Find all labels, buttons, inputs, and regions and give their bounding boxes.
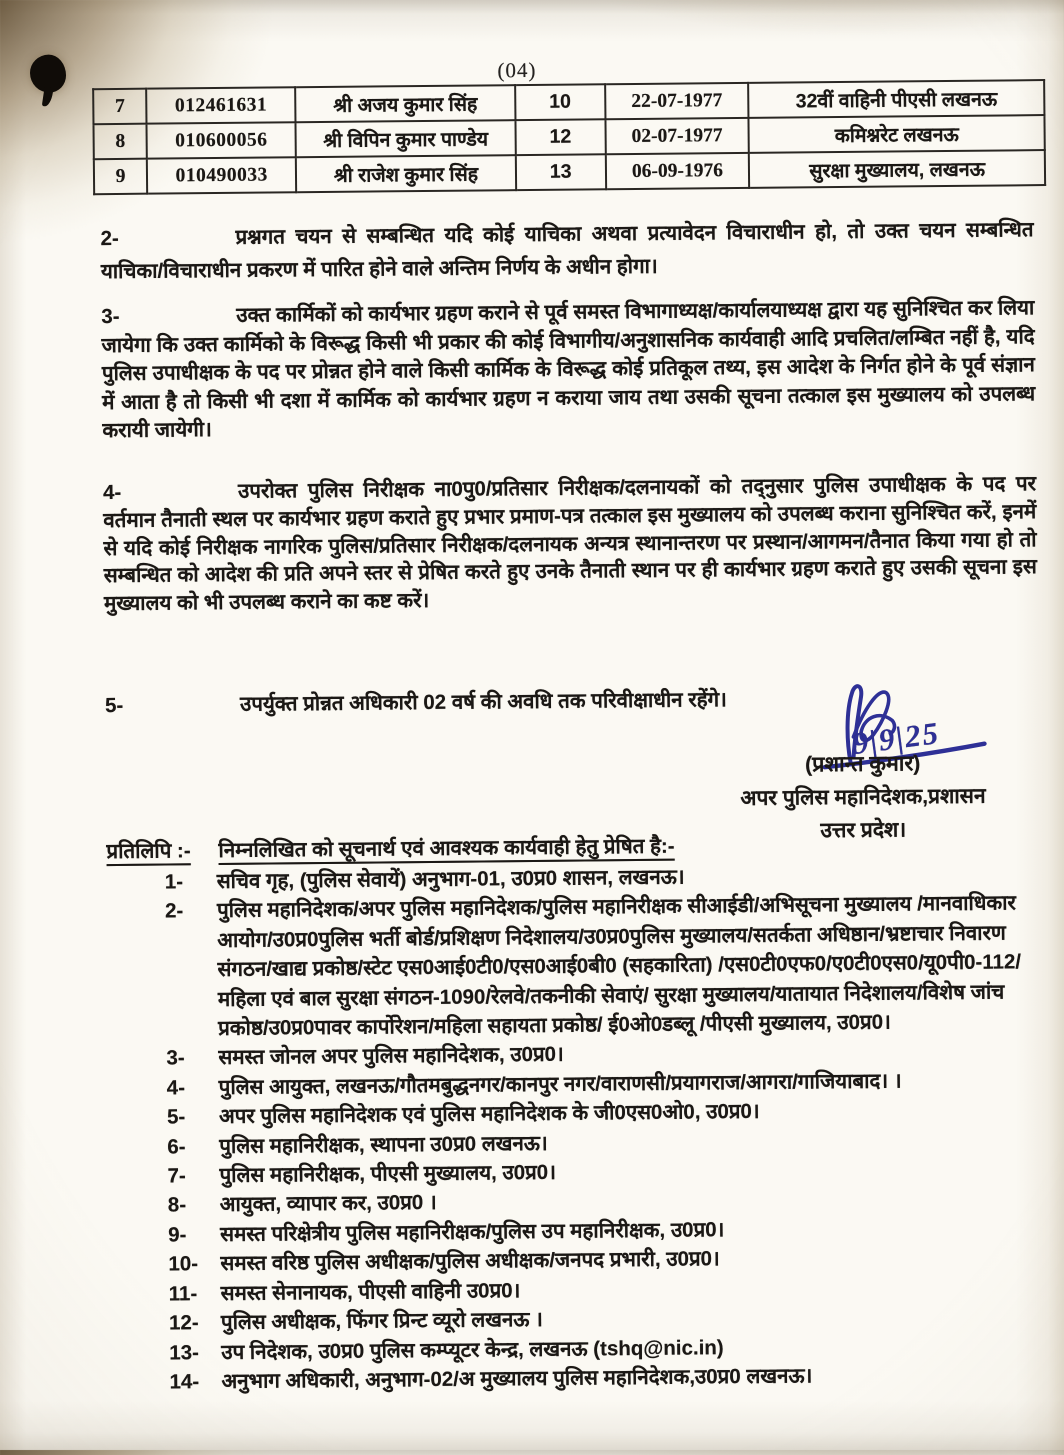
list-item-number: 11- xyxy=(168,1281,198,1306)
signatory-title: अपर पुलिस महानिदेशक,प्रशासन xyxy=(740,784,986,811)
list-item-number: 9- xyxy=(168,1223,187,1247)
list-item-number: 3- xyxy=(166,1046,185,1070)
list-item-text: उप निदेशक, उ0प्र0 पुलिस कम्प्यूटर केन्द्र, लखनऊ (tshq@nic.in) xyxy=(221,1335,724,1364)
cell-officer-name: श्री राजेश कुमार सिंह xyxy=(296,155,516,192)
cell-serial-number: 8 xyxy=(93,124,147,160)
list-item-number: 1- xyxy=(164,870,184,894)
list-item-number: 5- xyxy=(166,1105,186,1129)
promotion-roster-table xyxy=(92,79,1046,195)
copy-heading-text: निम्नलिखित को सूचनार्थ एवं आवश्यक कार्यवाही हेतु प्रेषित है:- xyxy=(218,834,675,863)
list-item-number: 13- xyxy=(169,1340,200,1365)
cell-count: 12 xyxy=(515,119,605,155)
list-item-text: पुलिस महानिरीक्षक, पीएसी मुख्यालय, उ0प्र0। xyxy=(219,1160,557,1188)
list-item-text: समस्त वरिष्ठ पुलिस अधीक्षक/पुलिस अधीक्षक/जनपद प्रभारी, उ0प्र0। xyxy=(220,1247,720,1276)
list-item-text: अनुभाग अधिकारी, अनुभाग-02/अ मुख्यालय पुलिस महानिदेशक,उ0प्र0 लखनऊ। xyxy=(221,1364,813,1393)
cell-posting-unit: कमिश्नरेट लखनऊ xyxy=(749,115,1045,153)
signatory-name: (प्रशान्त कुमार) xyxy=(804,751,921,777)
promotion-roster-body xyxy=(93,80,1045,194)
list-item-number: 7- xyxy=(167,1164,186,1188)
cell-pno: 012461631 xyxy=(146,87,295,123)
list-item-text: आयुक्त, व्यापार कर, उ0प्र0 । xyxy=(219,1191,437,1217)
signature-date-handwritten: 9|9|25 xyxy=(850,714,942,762)
cell-serial-number: 7 xyxy=(93,89,147,125)
list-item-text: समस्त परिक्षेत्रीय पुलिस महानिरीक्षक/पुलिस उप महानिरीक्षक, उ0प्र0। xyxy=(220,1218,725,1246)
ink-blot-stain xyxy=(30,54,66,92)
list-item-text: समस्त जोनल अपर पुलिस महानिदेशक, उ0प्र0। xyxy=(218,1043,564,1070)
list-item-text: समस्त सेनानायक, पीएसी वाहिनी उ0प्र0। xyxy=(220,1278,521,1305)
paragraph-2 xyxy=(100,213,1034,288)
list-item-text: पुलिस अधीक्षक, फिंगर प्रिन्ट व्यूरो लखनऊ । xyxy=(220,1308,543,1335)
list-item-text: पुलिस आयुक्त, लखनऊ/गौतमबुद्धनगर/कानपुर नगर/वाराणसी/प्रयागराज/आगरा/गाजियाबाद। । xyxy=(218,1069,902,1099)
copy-label: प्रतिलिपि :- xyxy=(106,839,191,864)
paragraph-number: 2- xyxy=(100,226,119,251)
paragraph-number: 3- xyxy=(101,304,120,329)
paragraph-text: उक्त कार्मिकों को कार्यभार ग्रहण कराने से पूर्व समस्त विभागाध्यक्ष/कार्यालयाध्यक्ष द्वारा यह सुनिश्चित कर लिया जायेगा कि उक्त कार्मिको के विरूद्ध किसी भी प्रकार की कोई विभागीय/अनुशासनिक कार्यवाही आदि प्रचलित/लम्बित नहीं है, यदि पुलिस उपाधीक्षक के पद पर प्रोन्नत होने वाले किसी कार्मिक के विरूद्ध कोई प्रतिकूल तथ्य, इस आदेश के निर्गत होने के पूर्व संज्ञान में आता है तो किसी भी दशा में कार्मिक को कार्यभार ग्रहण न कराया जाय तथा उसकी सूचना तत्काल इस मुख्यालय को उपलब्ध करायी जायेगी। xyxy=(101,296,1036,443)
list-item-number: 12- xyxy=(168,1311,199,1335)
paragraph-number: 4- xyxy=(102,480,122,505)
list-item-text: अपर पुलिस महानिदेशक एवं पुलिस महानिदेशक के जी0एस0ओ0, उ0प्र0। xyxy=(218,1100,760,1129)
list-item xyxy=(107,889,1043,1045)
copy-distribution-list xyxy=(107,859,1047,1397)
cell-count: 10 xyxy=(515,84,605,120)
copy-section-heading xyxy=(106,832,674,865)
signatory-place: उत्तर प्रदेश। xyxy=(820,818,907,843)
cell-officer-name: श्री अजय कुमार सिंह xyxy=(295,85,515,122)
paragraph-text: उपरोक्त पुलिस निरीक्षक ना0पु0/प्रतिसार निरीक्षक/दलनायकों को तद्नुसार पुलिस उपाधीक्षक के पद पर वर्तमान तैनाती स्थल पर कार्यभार ग्रहण कराते हुए प्रभार प्रमाण-पत्र तत्काल इस मुख्यालय को उपलब्ध कराना सुनिश्चित करें, इनमें से यदि कोई निरीक्षक नागरिक पुलिस/प्रतिसार निरीक्षक/दलनायक अन्यत्र स्थानान्तरण पर प्रस्थान/आगमन/तैनात किया गया हो तो सम्बन्धित को आदेश की प्रति अपने स्तर से प्रेषित करते हुए उनके तैनाती स्थान पर ही कार्यभार ग्रहण कराते हुए उसकी सूचना इस मुख्यालय को भी उपलब्ध कराने का कष्ट करें। xyxy=(103,472,1037,616)
list-item-number: 6- xyxy=(167,1135,186,1159)
list-item-number: 14- xyxy=(169,1370,200,1394)
cell-date-of-birth: 22-07-1977 xyxy=(605,83,749,119)
cell-pno: 010490033 xyxy=(147,157,296,193)
cell-serial-number: 9 xyxy=(94,159,148,195)
list-item-text: सचिव गृह, (पुलिस सेवायें) अनुभाग-01, उ0प्र0 शासन, लखनऊ। xyxy=(216,865,685,894)
list-item-number: 2- xyxy=(164,899,184,923)
cell-date-of-birth: 06-09-1976 xyxy=(606,153,750,189)
paragraph-number: 5- xyxy=(104,693,124,718)
paragraph-3 xyxy=(101,294,1035,446)
cell-pno: 010600056 xyxy=(147,122,296,158)
list-item-text: पुलिस महानिरीक्षक, स्थापना उ0प्र0 लखनऊ। xyxy=(219,1131,548,1158)
paragraph-text: प्रश्नगत चयन से सम्बन्धित यदि कोई याचिका अथवा प्रत्यावेदन विचाराधीन हो, तो उक्त चयन सम्बन्धित याचिका/विचाराधीन प्रकरण में पारित होने वाले अन्तिम निर्णय के अधीन होगा। xyxy=(100,218,1034,284)
cell-count: 13 xyxy=(516,154,606,190)
cell-posting-unit: सुरक्षा मुख्यालय, लखनऊ xyxy=(749,150,1045,188)
list-item-number: 8- xyxy=(167,1193,187,1217)
paragraph-4 xyxy=(103,470,1037,618)
cell-posting-unit: 32वीं वाहिनी पीएसी लखनऊ xyxy=(748,80,1044,118)
list-item-number: 10- xyxy=(168,1252,199,1276)
cell-date-of-birth: 02-07-1977 xyxy=(605,118,749,154)
cell-officer-name: श्री विपिन कुमार पाण्डेय xyxy=(296,120,516,157)
list-item-text: पुलिस महानिदेशक/अपर पुलिस महानिदेशक/पुलिस महानिरीक्षक सीआईडी/अभिसूचना मुख्यालय /मानवाधिकार आयोग/उ0प्र0पुलिस भर्ती बोर्ड/प्रशिक्षण निदेशालय/उ0प्र0पुलिस मुख्यालय/सतर्कता अधिष्ठान/भ्रष्टाचार निवारण संगठन/खाद्य प्रकोष्ठ/स्टेट एस0आई0टी0/एस0आई0बी0 (सहकारिता) /एस0टी0एफ0/ए0टी0एस0/यू0पी0-112/महिला एवं बाल सुरक्षा संगठन-1090/रेलवे/तकनीकी सेवाएं/ सुरक्षा मुख्यालय/यातायात निदेशालय/विशेष जांच प्रकोष्ठ/उ0प्र0पावर कार्पोरेशन/महिला सहायता प्रकोष्ठ/ ई0ओ0डब्लू /पीएसी मुख्यालय, उ0प्र0। xyxy=(216,891,1022,1041)
page-number: (04) xyxy=(497,57,537,83)
paragraph-text: उपर्युक्त प्रोन्नत अधिकारी 02 वर्ष की अवधि तक परिवीक्षाधीन रहेंगे। xyxy=(239,688,727,716)
list-item-number: 4- xyxy=(166,1076,186,1100)
